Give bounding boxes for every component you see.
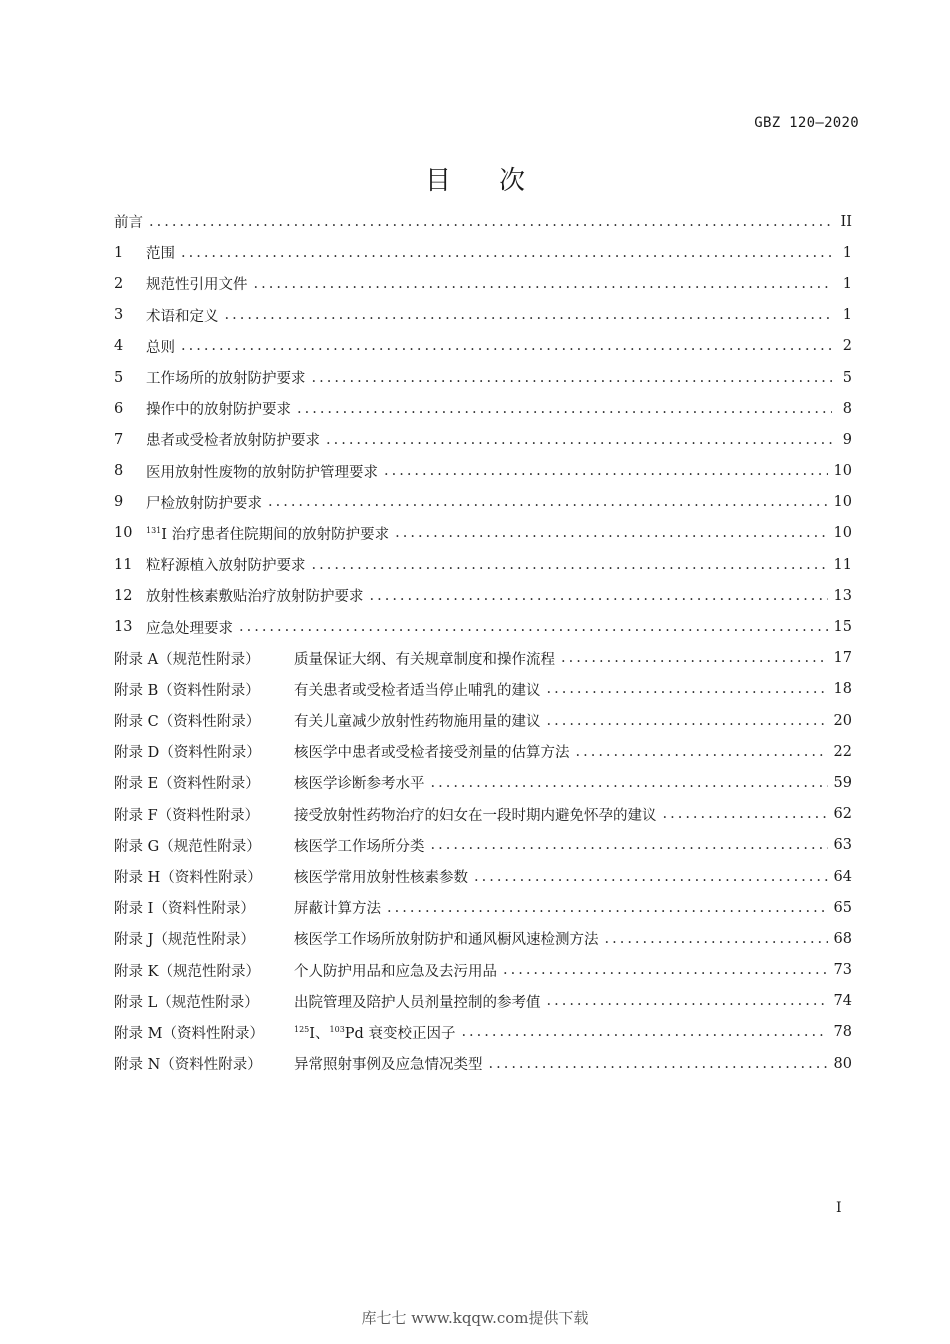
- toc-page: 1: [842, 244, 852, 261]
- toc-entry-3[interactable]: [114, 300, 852, 331]
- toc-label: 异常照射事例及应急情况类型: [294, 1057, 483, 1074]
- toc-label: 核医学诊断参考水平: [294, 776, 425, 793]
- toc-entry-appendix-l[interactable]: [114, 986, 852, 1017]
- toc-number: 13: [114, 619, 133, 636]
- toc-label: 有关儿童减少放射性药物施用量的建议: [294, 714, 541, 731]
- appendix-id: 附录 I（资料性附录）: [114, 901, 255, 918]
- appendix-id: 附录 N（资料性附录）: [114, 1057, 262, 1074]
- toc-label-text: I、: [309, 1025, 330, 1042]
- appendix-id: 附录 K（规范性附录）: [114, 963, 260, 980]
- toc-entry-6[interactable]: [114, 393, 852, 424]
- toc-page: 65: [833, 899, 852, 916]
- appendix-id: 附录 A（规范性附录）: [114, 651, 260, 668]
- toc-entry-appendix-e[interactable]: [114, 767, 852, 798]
- toc-entry-appendix-j[interactable]: [114, 923, 852, 954]
- leader-dots: [576, 744, 828, 760]
- toc-number: 1: [114, 244, 124, 261]
- leader-dots: [547, 713, 828, 729]
- toc-label: 尸检放射防护要求: [146, 495, 262, 512]
- leader-dots: [474, 869, 828, 885]
- appendix-id: 附录 F（资料性附录）: [114, 807, 260, 824]
- toc-number: 9: [114, 494, 124, 511]
- appendix-id: 附录 J（规范性附录）: [114, 932, 255, 949]
- toc-label: 核医学工作场所分类: [294, 838, 425, 855]
- leader-dots: [239, 619, 828, 635]
- leader-dots: [326, 432, 832, 448]
- toc-label: 操作中的放射防护要求: [146, 402, 291, 419]
- toc-number: 12: [114, 587, 133, 604]
- toc-page: 20: [833, 712, 852, 729]
- toc-entry-preface[interactable]: [114, 206, 852, 237]
- toc-entry-7[interactable]: [114, 424, 852, 455]
- leader-dots: [312, 370, 833, 386]
- leader-dots: [431, 775, 828, 791]
- appendix-id: 附录 M（资料性附录）: [114, 1025, 264, 1042]
- toc-page: 62: [833, 806, 852, 823]
- toc-page: 18: [833, 681, 852, 698]
- isotope-mass-number: 103: [329, 1024, 345, 1034]
- toc-entry-appendix-c[interactable]: [114, 705, 852, 736]
- toc-label: 核医学常用放射性核素参数: [294, 870, 468, 887]
- leader-dots: [387, 900, 828, 916]
- toc-page: 10: [833, 494, 852, 511]
- leader-dots: [225, 307, 833, 323]
- leader-dots: [461, 1024, 827, 1040]
- toc-number: 11: [114, 556, 133, 573]
- toc-label: 质量保证大纲、有关规章制度和操作流程: [294, 651, 555, 668]
- toc-label: 医用放射性废物的放射防护管理要求: [146, 464, 378, 481]
- appendix-id: 附录 H（资料性附录）: [114, 870, 262, 887]
- leader-dots: [268, 494, 828, 510]
- download-watermark: 库七七 www.kqqw.com提供下载: [361, 1309, 589, 1327]
- toc-label: 患者或受检者放射防护要求: [146, 433, 320, 450]
- toc-label: 核医学中患者或受检者接受剂量的估算方法: [294, 745, 570, 762]
- leader-dots: [605, 931, 828, 947]
- toc-page: 17: [833, 650, 852, 667]
- toc-label-text: I 治疗患者住院期间的放射防护要求: [161, 526, 390, 543]
- toc-page: 74: [833, 993, 852, 1010]
- toc-entry-1[interactable]: [114, 237, 852, 268]
- toc-entry-appendix-k[interactable]: [114, 955, 852, 986]
- toc-number: 8: [114, 463, 124, 480]
- leader-dots: [431, 837, 828, 853]
- toc-page: 68: [833, 930, 852, 947]
- toc-page: 80: [833, 1055, 852, 1072]
- toc-label: 粒籽源植入放射防护要求: [146, 558, 306, 575]
- toc-entry-appendix-d[interactable]: [114, 736, 852, 767]
- leader-dots: [395, 525, 827, 541]
- appendix-id: 附录 L（规范性附录）: [114, 994, 259, 1011]
- toc-page: 73: [833, 962, 852, 979]
- toc-label: [294, 1022, 455, 1043]
- appendix-id: 附录 E（资料性附录）: [114, 776, 260, 793]
- standard-code: GBZ 120—2020: [754, 115, 859, 131]
- appendix-id: 附录 G（规范性附录）: [114, 838, 261, 855]
- toc-label: 规范性引用文件: [146, 277, 248, 294]
- toc-page: 78: [833, 1024, 852, 1041]
- toc-entry-appendix-i[interactable]: [114, 892, 852, 923]
- toc-entry-10[interactable]: [114, 518, 852, 549]
- toc-entry-8[interactable]: [114, 456, 852, 487]
- leader-dots: [547, 681, 828, 697]
- toc-page: 15: [833, 619, 852, 636]
- toc-page: 13: [833, 587, 852, 604]
- toc-page: 9: [842, 431, 852, 448]
- toc-page: 10: [833, 463, 852, 480]
- toc-entry-13[interactable]: [114, 611, 852, 642]
- toc-page: 11: [833, 556, 852, 573]
- toc-label: 工作场所的放射防护要求: [146, 371, 306, 388]
- toc-page: 10: [833, 525, 852, 542]
- toc-number: 4: [114, 338, 124, 355]
- toc-label: 屏蔽计算方法: [294, 901, 381, 918]
- toc-number: 5: [114, 369, 124, 386]
- toc-label: [146, 523, 389, 544]
- leader-dots: [312, 557, 828, 573]
- toc-entry-2[interactable]: [114, 268, 852, 299]
- toc-number: 10: [114, 525, 133, 542]
- toc-entry-appendix-a[interactable]: [114, 643, 852, 674]
- toc-label: 总则: [146, 339, 175, 356]
- toc-label: 放射性核素敷贴治疗放射防护要求: [146, 589, 364, 606]
- leader-dots: [547, 993, 828, 1009]
- toc-entry-5[interactable]: [114, 362, 852, 393]
- leader-dots: [489, 1056, 828, 1072]
- toc-entry-appendix-h[interactable]: [114, 861, 852, 892]
- leader-dots: [663, 806, 828, 822]
- leader-dots: [181, 338, 832, 354]
- table-of-contents: [114, 206, 852, 1079]
- toc-label: 术语和定义: [146, 308, 219, 325]
- appendix-id: 附录 D（资料性附录）: [114, 745, 261, 762]
- leader-dots: [181, 245, 832, 261]
- toc-page: 1: [842, 275, 852, 292]
- toc-label-text: Pd 衰变校正因子: [344, 1025, 456, 1042]
- toc-entry-appendix-m[interactable]: [114, 1017, 852, 1048]
- toc-number: 2: [114, 275, 124, 292]
- toc-entry-11[interactable]: [114, 549, 852, 580]
- toc-page: 1: [842, 307, 852, 324]
- toc-page: 2: [842, 338, 852, 355]
- toc-entry-appendix-n[interactable]: [114, 1048, 852, 1079]
- toc-entry-4[interactable]: [114, 331, 852, 362]
- toc-label: 接受放射性药物治疗的妇女在一段时期内避免怀孕的建议: [294, 807, 657, 824]
- toc-entry-9[interactable]: [114, 487, 852, 518]
- toc-page: 63: [833, 837, 852, 854]
- leader-dots: [254, 276, 833, 292]
- toc-number: 6: [114, 400, 124, 417]
- page-number: I: [836, 1200, 842, 1216]
- toc-number: 7: [114, 431, 124, 448]
- toc-entry-12[interactable]: [114, 580, 852, 611]
- leader-dots: [370, 588, 828, 604]
- isotope-mass-number: 125: [294, 1024, 310, 1034]
- isotope-mass-number: 131: [146, 525, 162, 535]
- toc-page: 64: [833, 868, 852, 885]
- toc-entry-appendix-f[interactable]: [114, 799, 852, 830]
- leader-dots: [561, 650, 828, 666]
- leader-dots: [297, 401, 832, 417]
- toc-page: 59: [833, 774, 852, 791]
- toc-number: 3: [114, 307, 124, 324]
- toc-label: 有关患者或受检者适当停止哺乳的建议: [294, 682, 541, 699]
- toc-label: 核医学工作场所放射防护和通风橱风速检测方法: [294, 932, 599, 949]
- leader-dots: [503, 962, 828, 978]
- toc-page: II: [840, 213, 852, 230]
- toc-label: 出院管理及陪护人员剂量控制的参考值: [294, 994, 541, 1011]
- toc-entry-appendix-b[interactable]: [114, 674, 852, 705]
- appendix-id: 附录 B（资料性附录）: [114, 682, 260, 699]
- toc-page: 22: [833, 743, 852, 760]
- leader-dots: [384, 463, 828, 479]
- appendix-id: 附录 C（资料性附录）: [114, 714, 261, 731]
- toc-entry-appendix-g[interactable]: [114, 830, 852, 861]
- toc-label: 前言: [114, 215, 143, 232]
- toc-label: 范围: [146, 246, 175, 263]
- leader-dots: [149, 214, 832, 230]
- toc-label: 个人防护用品和应急及去污用品: [294, 963, 497, 980]
- page-title: 目次: [424, 166, 573, 196]
- toc-page: 8: [842, 400, 852, 417]
- toc-page: 5: [842, 369, 852, 386]
- toc-label: 应急处理要求: [146, 620, 233, 637]
